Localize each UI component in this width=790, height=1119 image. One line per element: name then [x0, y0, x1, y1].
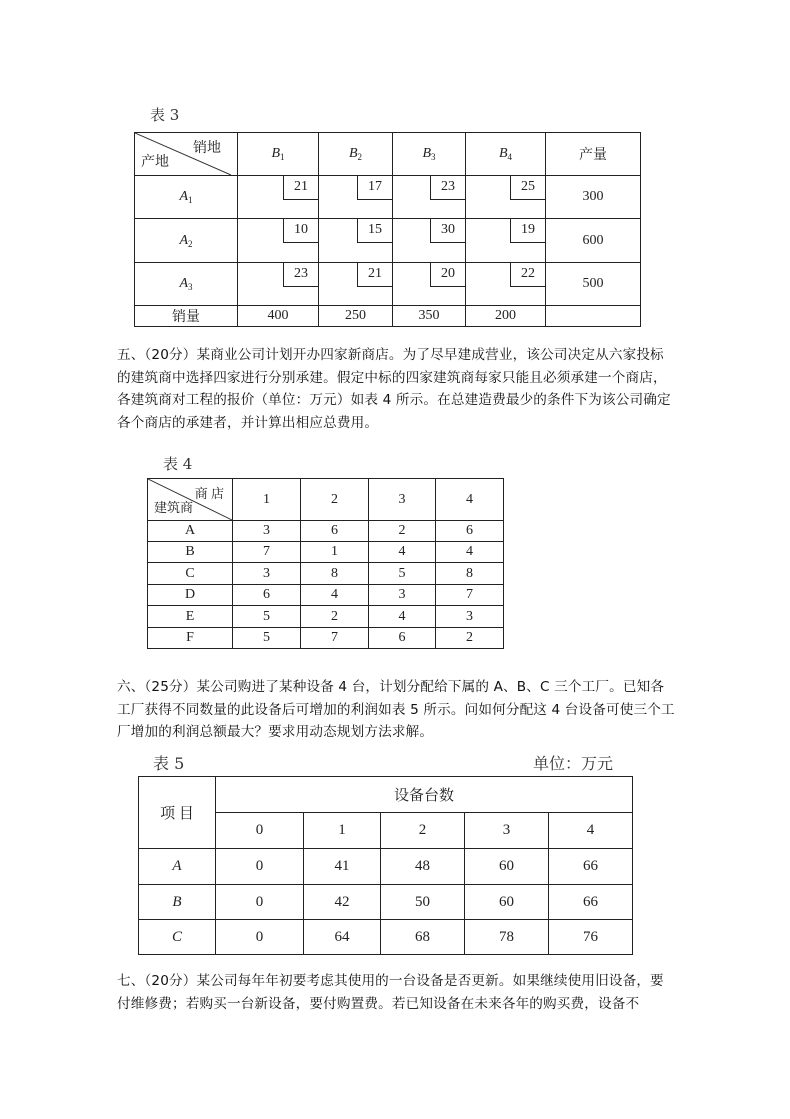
- bid-cell: 5: [369, 563, 436, 585]
- bid-cell: 6: [301, 521, 369, 542]
- col-header-count: 1: [304, 813, 381, 849]
- col-header-count: 4: [549, 813, 633, 849]
- col-header-store-4: 4: [436, 479, 504, 521]
- profit-cell: 78: [465, 920, 549, 955]
- equipment-count-header: 设备台数: [216, 777, 633, 813]
- row-header-a2: $A_2$: [135, 219, 238, 263]
- row-header: A: [148, 521, 233, 542]
- cost-cell: 30: [393, 219, 466, 263]
- bid-cell: 3: [233, 563, 301, 585]
- table-row: [139, 885, 633, 920]
- cost-cell: 22: [466, 263, 546, 306]
- bid-cell: 2: [436, 628, 504, 649]
- col-header-store-3: 3: [369, 479, 436, 521]
- bid-cell: 6: [436, 521, 504, 542]
- supply-cell: 500: [546, 263, 641, 306]
- table-row: [139, 849, 633, 885]
- table-row: [135, 219, 641, 263]
- bid-cell: 6: [369, 628, 436, 649]
- col-header-count: 0: [216, 813, 304, 849]
- table4-corner-header: [148, 479, 233, 521]
- table-row: [148, 521, 504, 542]
- bid-cell: 8: [436, 563, 504, 585]
- profit-cell: 68: [381, 920, 465, 955]
- row-header-factory-c: C: [139, 920, 216, 955]
- bid-cell: 4: [301, 585, 369, 606]
- col-header-count: 2: [381, 813, 465, 849]
- profit-cell: 64: [304, 920, 381, 955]
- demand-cell: 200: [466, 306, 546, 327]
- item-header: 项 目: [139, 777, 216, 849]
- table-row: [148, 606, 504, 628]
- table-row: [135, 176, 641, 219]
- col-header-b1: $B_1$: [238, 133, 319, 176]
- table-row: [148, 542, 504, 563]
- equipment-profit-table: [138, 776, 633, 955]
- bid-cell: 4: [369, 606, 436, 628]
- row-header: E: [148, 606, 233, 628]
- col-header-store-2: 2: [301, 479, 369, 521]
- bid-cell: 5: [233, 628, 301, 649]
- col-header-supply: 产量: [546, 133, 641, 176]
- cost-cell: 23: [238, 263, 319, 306]
- contractor-bid-table: [147, 478, 504, 649]
- cost-cell: 19: [466, 219, 546, 263]
- table4-caption: 表 4: [163, 455, 193, 473]
- col-header-b3: $B_3$: [393, 133, 466, 176]
- supply-cell: 600: [546, 219, 641, 263]
- profit-cell: 60: [465, 849, 549, 885]
- profit-cell: 48: [381, 849, 465, 885]
- cost-cell: 21: [238, 176, 319, 219]
- table-row: [148, 628, 504, 649]
- table3-caption: 表 3: [150, 106, 180, 124]
- question-6-text: 六、（25分）某公司购进了某种设备 4 台，计划分配给下属的 A、B、C 三个工厂。已知各工厂获得不同数量的此设备后可增加的利润如表 5 所示。问如何分配这 4 台设备可使三个工厂增加的利润总额最大？要求用动态规划方法求解。: [117, 679, 675, 740]
- profit-cell: 66: [549, 885, 633, 920]
- profit-cell: 66: [549, 849, 633, 885]
- demand-cell: 400: [238, 306, 319, 327]
- profit-cell: 0: [216, 849, 304, 885]
- col-header-count: 3: [465, 813, 549, 849]
- corner-bottom-label: 建筑商: [154, 500, 194, 515]
- bid-cell: 4: [369, 542, 436, 563]
- profit-cell: 76: [549, 920, 633, 955]
- cost-cell: 15: [319, 219, 393, 263]
- cost-cell: 25: [466, 176, 546, 219]
- table-row: [148, 563, 504, 585]
- profit-cell: 50: [381, 885, 465, 920]
- row-header-factory-a: A: [139, 849, 216, 885]
- bid-cell: 7: [436, 585, 504, 606]
- table5-caption: 表 5: [153, 754, 185, 773]
- bid-cell: 5: [233, 606, 301, 628]
- demand-cell: 350: [393, 306, 466, 327]
- bid-cell: 8: [301, 563, 369, 585]
- bid-cell: 7: [301, 628, 369, 649]
- demand-empty-cell: [546, 306, 641, 327]
- row-header: B: [148, 542, 233, 563]
- cost-cell: 20: [393, 263, 466, 306]
- bid-cell: 7: [233, 542, 301, 563]
- corner-top-label: 商 店: [194, 486, 224, 501]
- col-header-store-1: 1: [233, 479, 301, 521]
- col-header-b2: $B_2$: [319, 133, 393, 176]
- cost-cell: 23: [393, 176, 466, 219]
- table-row: [139, 920, 633, 955]
- corner-top-label: 销地: [193, 141, 221, 156]
- supply-cell: 300: [546, 176, 641, 219]
- table-row: [148, 585, 504, 606]
- bid-cell: 2: [301, 606, 369, 628]
- bid-cell: 3: [369, 585, 436, 606]
- row-header-factory-b: B: [139, 885, 216, 920]
- table5-unit: 单位：万元: [533, 754, 614, 773]
- col-header-b4: $B_4$: [466, 133, 546, 176]
- profit-cell: 60: [465, 885, 549, 920]
- row-header-a1: $A_1$: [135, 176, 238, 219]
- transport-cost-table: [134, 132, 641, 327]
- bid-cell: 2: [369, 521, 436, 542]
- bid-cell: 6: [233, 585, 301, 606]
- table-row: [135, 263, 641, 306]
- demand-label: 销量: [135, 306, 238, 327]
- demand-row: [135, 306, 641, 327]
- question-5-text: 五、（20分）某商业公司计划开办四家新商店。为了尽早建成营业，该公司决定从六家投标的建筑商中选择四家进行分别承建。假定中标的四家建筑商每家只能且必须承建一个商店，各建筑商对工程的报价（单位：万元）如表 4 所示。在总建造费最少的条件下为该公司确定各个商店的承建者，并计算出相应总费用。: [117, 347, 671, 431]
- table3-corner-header: [135, 133, 238, 176]
- bid-cell: 3: [436, 606, 504, 628]
- row-header-a3: $A_3$: [135, 263, 238, 306]
- profit-cell: 0: [216, 920, 304, 955]
- corner-bottom-label: 产地: [141, 155, 169, 170]
- bid-cell: 1: [301, 542, 369, 563]
- cost-cell: 10: [238, 219, 319, 263]
- cost-cell: 17: [319, 176, 393, 219]
- row-header: F: [148, 628, 233, 649]
- question-7-text: 七、（20分）某公司每年年初要考虑其使用的一台设备是否更新。如果继续使用旧设备，要付维修费；若购买一台新设备，要付购置费。若已知设备在未来各年的购买费，设备不: [117, 973, 664, 1012]
- bid-cell: 3: [233, 521, 301, 542]
- profit-cell: 0: [216, 885, 304, 920]
- bid-cell: 4: [436, 542, 504, 563]
- row-header: C: [148, 563, 233, 585]
- profit-cell: 42: [304, 885, 381, 920]
- row-header: D: [148, 585, 233, 606]
- profit-cell: 41: [304, 849, 381, 885]
- demand-cell: 250: [319, 306, 393, 327]
- cost-cell: 21: [319, 263, 393, 306]
